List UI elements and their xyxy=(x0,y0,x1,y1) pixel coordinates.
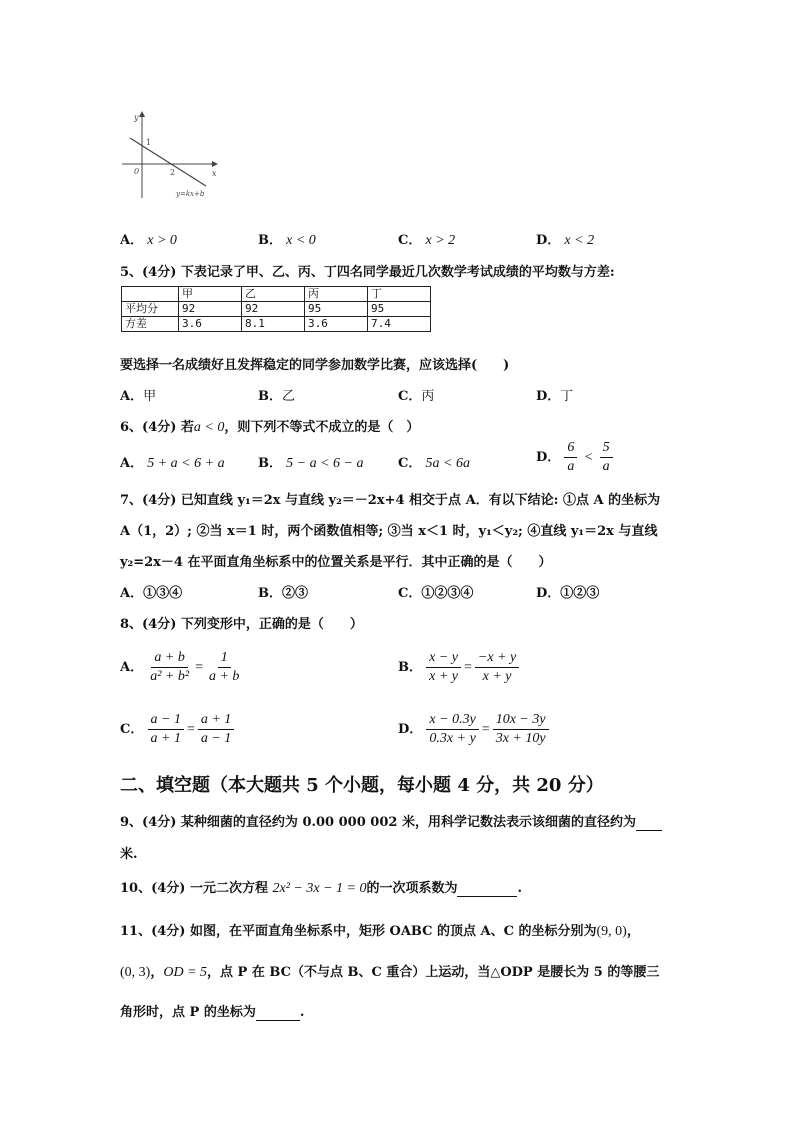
denominator: a xyxy=(602,459,610,474)
q11-text-3: 角形时，点 P 的坐标为 xyxy=(120,1005,256,1020)
q10-post: 的一次项系数为 xyxy=(366,881,458,896)
numerator: 10x − 3y xyxy=(493,712,549,730)
option-label: B． xyxy=(398,660,422,675)
q6-option-a[interactable] xyxy=(120,452,225,472)
q8-option-d[interactable] xyxy=(398,712,549,747)
fraction xyxy=(564,440,577,475)
table-cell: 92 xyxy=(179,302,242,317)
q11-coord-a: (9, 0) xyxy=(596,924,627,939)
option-label: D． xyxy=(536,389,561,404)
option-text: 乙 xyxy=(282,389,296,404)
numerator: −x + y xyxy=(475,650,519,668)
line-equation-label: y=kx+b xyxy=(176,190,205,198)
option-label: A． xyxy=(120,233,144,248)
q7-line-3: y₂=2x－4 在平面直角坐标系中的位置关系是平行．其中正确的是（ ） xyxy=(120,555,552,570)
denominator: a + 1 xyxy=(150,731,181,746)
option-text: 丁 xyxy=(560,389,574,404)
q5-question: 要选择一名成绩好且发挥稳定的同学参加数学比赛，应该选择( ) xyxy=(120,358,510,373)
denominator: x + y xyxy=(429,669,459,684)
q5-stem: 5、(4分) 下表记录了甲、乙、丙、丁四名同学最近几次数学考试成绩的平均数与方差: xyxy=(120,265,615,280)
relation-sign: < xyxy=(584,449,593,465)
y-intercept-label: 1 xyxy=(146,138,152,147)
equals-sign: = xyxy=(186,721,195,737)
x-axis-label: x xyxy=(212,169,217,178)
denominator: a² + b² xyxy=(150,669,190,684)
q11-line-2 xyxy=(120,961,659,981)
q7-option-a[interactable] xyxy=(120,582,182,601)
q11-line-1 xyxy=(120,920,640,940)
option-expr: 5 + a < 6 + a xyxy=(147,456,225,471)
option-expr: x > 0 xyxy=(147,233,177,248)
table-cell: 平均分 xyxy=(122,302,179,317)
table-row xyxy=(122,317,431,332)
table-cell: 甲 xyxy=(179,287,242,302)
table-cell: 95 xyxy=(305,302,368,317)
option-text: ①②③④ xyxy=(421,586,474,601)
numerator: a − 1 xyxy=(148,712,184,730)
answer-blank[interactable] xyxy=(457,881,517,897)
q10-stem xyxy=(120,877,522,897)
equals-sign: = xyxy=(481,721,490,737)
option-text: 甲 xyxy=(143,389,157,404)
option-expr: x < 2 xyxy=(564,233,595,248)
denominator: a + b xyxy=(208,669,240,684)
table-header-row xyxy=(122,287,431,302)
option-label: A． xyxy=(120,586,144,601)
option-text: ②③ xyxy=(282,586,309,601)
table-cell xyxy=(122,287,179,302)
q11-line-3 xyxy=(120,1001,304,1021)
table-row xyxy=(122,302,431,317)
answer-blank[interactable] xyxy=(256,1005,300,1021)
q10-end: . xyxy=(517,881,523,896)
x-intercept-label: 2 xyxy=(170,168,176,177)
q11-sep: ， xyxy=(150,965,164,980)
fraction-right xyxy=(475,650,519,685)
q10-equation: 2x² − 3x − 1 = 0 xyxy=(272,881,367,896)
option-label: D． xyxy=(398,722,423,737)
q9-line-1 xyxy=(120,811,662,831)
graph-svg xyxy=(116,108,226,200)
q9-text: 9、(4分) 某种细菌的直径约为 0.00 000 002 米，用科学记数法表示该细菌的直径约为 xyxy=(120,815,636,830)
table-cell: 7.4 xyxy=(368,317,431,332)
option-label: A． xyxy=(120,389,144,404)
table-cell: 95 xyxy=(368,302,431,317)
option-label: B． xyxy=(258,233,282,248)
q5-option-a[interactable] xyxy=(120,385,156,404)
answer-blank[interactable] xyxy=(636,815,662,831)
denominator: 3x + 10y xyxy=(495,731,546,746)
q7-line-2: A（1，2）; ②当 x＝1 时，两个函数值相等; ③当 x＜1 时，y₁＜y₂; ④直线 y₁＝2x 与直线 xyxy=(120,524,658,539)
q8-option-c[interactable] xyxy=(120,712,234,747)
equals-sign: = xyxy=(464,659,472,675)
table-cell: 3.6 xyxy=(305,317,368,332)
option-label: B． xyxy=(258,586,282,601)
option-label: C． xyxy=(398,389,422,404)
q5-option-d[interactable] xyxy=(536,385,573,404)
option-label: A． xyxy=(120,456,144,471)
fraction-left xyxy=(147,650,192,685)
function-line xyxy=(130,138,206,186)
denominator: x + y xyxy=(482,669,512,684)
q11-text-2: ，点 P 在 BC（不与点 B、C 重合）上运动，当△ODP 是腰长为 5 的等腰三 xyxy=(207,965,660,980)
section-2-title: 二、填空题（本大题共 5 个小题，每小题 4 分，共 20 分） xyxy=(120,775,604,796)
q6-stem xyxy=(120,416,419,436)
q10-pre: 10、(4分) 一元二次方程 xyxy=(120,881,268,896)
fraction-right xyxy=(198,712,234,747)
equals-sign: = xyxy=(195,659,203,675)
fraction-left xyxy=(426,712,478,747)
option-label: B． xyxy=(258,389,282,404)
q4-option-b[interactable] xyxy=(258,229,316,249)
numerator: a + b xyxy=(151,650,187,668)
option-text: ①③④ xyxy=(143,586,183,601)
option-label: D． xyxy=(536,233,561,248)
table-cell: 8.1 xyxy=(242,317,305,332)
fraction-left xyxy=(426,650,461,685)
q11-comma: ， xyxy=(626,924,640,939)
q4-option-c[interactable] xyxy=(398,229,455,249)
option-label: B． xyxy=(258,456,282,471)
q8-option-b[interactable] xyxy=(398,650,519,685)
numerator: 6 xyxy=(564,440,577,458)
q8-option-a[interactable] xyxy=(120,650,242,685)
fraction-right xyxy=(493,712,549,747)
q7-option-b[interactable] xyxy=(258,582,308,601)
table-cell: 92 xyxy=(242,302,305,317)
q8-stem: 8、(4分) 下列变形中，正确的是（ ） xyxy=(120,617,363,632)
q6-option-c[interactable] xyxy=(398,452,470,472)
table-cell: 方差 xyxy=(122,317,179,332)
numerator: 1 xyxy=(218,650,231,668)
option-label: C． xyxy=(398,233,422,248)
option-label: D． xyxy=(536,586,561,601)
numerator: x − 0.3y xyxy=(426,712,478,730)
q6-stem-math: a < 0 xyxy=(193,420,225,435)
q6-option-d[interactable] xyxy=(536,440,613,475)
option-label: C． xyxy=(398,456,422,471)
q9-line-2: 米. xyxy=(120,847,138,862)
x-axis-arrow xyxy=(212,161,218,167)
denominator: a − 1 xyxy=(200,731,232,746)
q7-line-1: 7、(4分) 已知直线 y₁＝2x 与直线 y₂＝－2x+4 相交于点 A．有以下结论: ①点 A 的坐标为 xyxy=(120,493,661,508)
numerator: 5 xyxy=(600,440,613,458)
linear-function-graph xyxy=(116,108,226,200)
q11-end: . xyxy=(299,1005,305,1020)
denominator: a xyxy=(567,459,575,474)
fraction xyxy=(600,440,613,475)
numerator: a + 1 xyxy=(198,712,234,730)
option-text: 丙 xyxy=(421,389,435,404)
q6-stem-post: ，则下列不等式不成立的是（ ） xyxy=(224,420,420,435)
y-axis-label: y xyxy=(134,113,139,122)
q4-option-d[interactable] xyxy=(536,229,594,249)
q11-coord-c: (0, 3) xyxy=(120,965,151,980)
option-label: D． xyxy=(536,450,561,465)
option-label: A． xyxy=(120,660,144,675)
table-cell: 乙 xyxy=(242,287,305,302)
q5-score-table xyxy=(121,286,431,332)
denominator: 0.3x + y xyxy=(429,731,476,746)
q11-text: 11、(4分) 如图，在平面直角坐标系中，矩形 OABC 的顶点 A、C 的坐标分别为 xyxy=(120,924,597,939)
numerator: x − y xyxy=(426,650,461,668)
q7-option-c[interactable] xyxy=(398,582,473,601)
fraction-right xyxy=(206,650,242,685)
table-cell: 丁 xyxy=(368,287,431,302)
q5-option-b[interactable] xyxy=(258,385,295,404)
option-label: C． xyxy=(398,586,422,601)
q5-option-c[interactable] xyxy=(398,385,434,404)
table-cell: 3.6 xyxy=(179,317,242,332)
q4-option-a[interactable] xyxy=(120,229,177,249)
option-expr: 5 − a < 6 − a xyxy=(286,456,364,471)
y-axis-arrow xyxy=(139,111,145,117)
table-cell: 丙 xyxy=(305,287,368,302)
option-expr: x < 0 xyxy=(286,233,316,248)
origin-label: 0 xyxy=(134,167,140,176)
q7-option-d[interactable] xyxy=(536,582,599,601)
fraction-left xyxy=(148,712,184,747)
q11-od: OD = 5 xyxy=(163,965,208,980)
q6-stem-pre: 6、(4分) 若 xyxy=(120,420,194,435)
option-expr: x > 2 xyxy=(425,233,456,248)
option-label: C． xyxy=(120,722,144,737)
option-expr: 5a < 6a xyxy=(425,456,470,471)
q6-option-b[interactable] xyxy=(258,452,363,472)
option-text: ①②③ xyxy=(560,586,600,601)
